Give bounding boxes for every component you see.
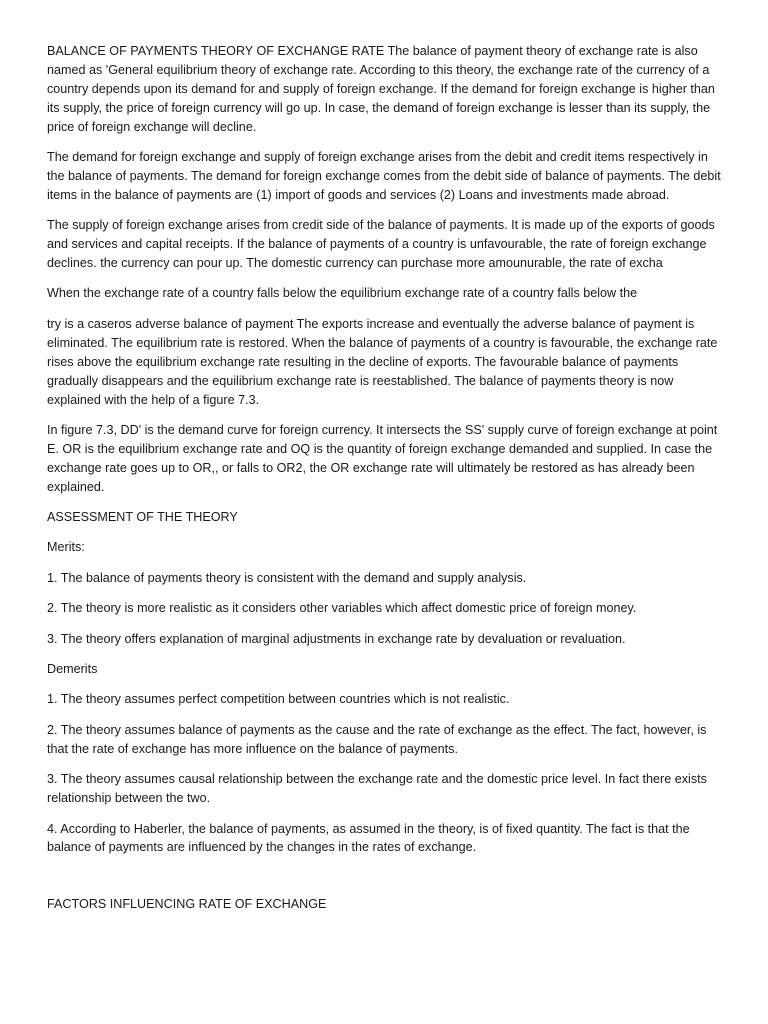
merit-item-2: 2. The theory is more realistic as it considers other variables which affect domestic price of foreign money.: [47, 601, 637, 616]
section-spacer: [47, 869, 722, 895]
merit-item-1: 1. The balance of payments theory is consistent with the demand and supply analysis.: [47, 570, 527, 585]
heading-assessment: ASSESSMENT OF THE THEORY: [47, 510, 238, 525]
heading-demerits: Demerits: [47, 662, 98, 677]
demerit-item-2: 2. The theory assumes balance of payments as the cause and the rate of exchange as the effect. The fact, however, is that the rate of exchange has more influence on the balance of payments.: [47, 722, 707, 756]
heading-merits: Merits:: [47, 540, 85, 555]
demerit-item-1: 1. The theory assumes perfect competition between countries which is not realistic.: [47, 692, 510, 707]
demerit-item-3: 3. The theory assumes causal relationship between the exchange rate and the domestic price level. In fact there exists relationship between the two.: [47, 772, 707, 806]
paragraph-demand: The demand for foreign exchange and supply of foreign exchange arises from the debit and credit items respectively in the balance of payments. The demand for foreign exchange comes from the debit side of balance of payments. The debit items in the balance of payments are (1) import of goods and services (2) Loans and investments made abroad.: [47, 150, 721, 202]
paragraph-adverse-balance: try is a caseros adverse balance of payment The exports increase and eventually the adverse balance of payment is eliminated. The equilibrium rate is restored. When the balance of payments of a country is favourable, the exchange rate rises above the equilibrium exchange rate resulting in the decline of exports. The favourable balance of payments gradually disappears and the equilibrium exchange rate is reestablished. The balance of payments theory is now explained with the help of a figure 7.3.: [47, 316, 718, 407]
paragraph-intro: BALANCE OF PAYMENTS THEORY OF EXCHANGE RATE The balance of payment theory of exchange rate is also named as 'General equilibrium theory of exchange rate. According to this theory, the exchange rate of the currency of a country depends upon its demand for and supply of foreign exchange. If the demand for foreign exchange is higher than its supply, the price of foreign currency will go up. In case, the demand of foreign exchange is lesser than its supply, the price of foreign exchange will decline.: [47, 44, 715, 134]
paragraph-figure-explanation: In figure 7.3, DD' is the demand curve for foreign currency. It intersects the SS' supply curve of foreign exchange at point E. OR is the equilibrium exchange rate and OQ is the quantity of foreign exchange demanded and supplied. In case the exchange rate goes up to OR,, or falls to OR2, the OR exchange rate will ultimately be restored as has already been explained.: [47, 422, 718, 494]
heading-factors: FACTORS INFLUENCING RATE OF EXCHANGE: [47, 896, 327, 911]
paragraph-falls-below: When the exchange rate of a country falls below the equilibrium exchange rate of a country falls below the: [47, 286, 638, 301]
paragraph-supply: The supply of foreign exchange arises from credit side of the balance of payments. It is made up of the exports of goods and services and capital receipts. If the balance of payments of a country is unfavourable, the rate of foreign exchange declines. the currency can pour up. The domestic currency can purchase more amounurable, the rate of excha: [47, 218, 715, 271]
merit-item-3: 3. The theory offers explanation of marginal adjustments in exchange rate by devaluation or revaluation.: [47, 631, 626, 646]
demerit-item-4: 4. According to Haberler, the balance of payments, as assumed in the theory, is of fixed quantity. The fact is that the balance of payments are influenced by the changes in the rates of exchange.: [47, 821, 690, 855]
